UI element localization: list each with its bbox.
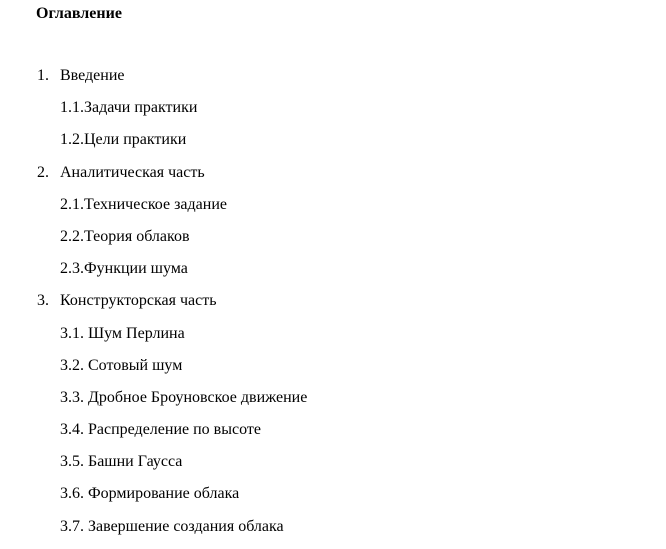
toc-entry-number: 3.3. bbox=[60, 388, 88, 406]
toc-entry-text: Аналитическая часть bbox=[60, 163, 205, 181]
toc-entry-text: Цели практики bbox=[84, 131, 187, 149]
toc-entry-text: Шум Перлина bbox=[88, 324, 185, 342]
toc-entry-3 bbox=[0, 291, 666, 323]
toc-entry-text: Введение bbox=[60, 67, 125, 84]
toc-entry-text: Дробное Броуновское движение bbox=[88, 388, 308, 406]
toc-entry-text: Конструкторская часть bbox=[60, 292, 217, 310]
toc-title: Оглавление bbox=[36, 5, 122, 22]
toc-entry-text: Функции шума bbox=[84, 260, 188, 278]
toc-entry-3-5 bbox=[0, 452, 666, 484]
toc-entry-3-3 bbox=[0, 388, 666, 420]
toc-entry-number: 2.2. bbox=[60, 227, 84, 245]
toc-entry-number: 3.4. bbox=[60, 421, 88, 439]
toc-entry-number: 1.1. bbox=[60, 99, 84, 117]
toc-entry-number: 3.6. bbox=[60, 485, 88, 503]
toc-entry-number: 2.1. bbox=[60, 195, 84, 213]
toc-entry-number: 3.5. bbox=[60, 453, 88, 471]
toc-entry-text: Башни Гаусса bbox=[88, 453, 183, 471]
toc-entry-text: Формирование облака bbox=[88, 485, 240, 503]
toc-entry-1-2 bbox=[0, 130, 666, 162]
toc-entry-2-3 bbox=[0, 259, 666, 291]
toc-entry-number: 3. bbox=[37, 292, 49, 310]
toc-entry-number: 1. bbox=[37, 67, 49, 84]
toc-entry-number: 2. bbox=[37, 163, 49, 181]
toc-entry-text: Завершение создания облака bbox=[88, 517, 284, 535]
toc-entry-number: 3.1. bbox=[60, 324, 88, 342]
toc-entry-number: 3.2. bbox=[60, 356, 88, 374]
toc-entry-1-1 bbox=[0, 98, 666, 130]
toc-entry-text: Техническое задание bbox=[84, 195, 227, 213]
toc-entry-3-1 bbox=[0, 324, 666, 356]
toc-entry-number: 1.2. bbox=[60, 131, 84, 149]
toc-entry-text: Распределение по высоте bbox=[88, 421, 261, 439]
toc-entry-2-2 bbox=[0, 227, 666, 259]
toc-entry-3-2 bbox=[0, 356, 666, 388]
toc-list bbox=[0, 66, 666, 549]
toc-entry-text: Сотовый шум bbox=[88, 356, 183, 374]
toc-entry-text: Задачи практики bbox=[84, 99, 198, 117]
toc-entry-text: Теория облаков bbox=[84, 227, 190, 245]
toc-entry-number: 3.7. bbox=[60, 517, 88, 535]
toc-entry-3-6 bbox=[0, 484, 666, 516]
toc-entry-number: 2.3. bbox=[60, 260, 84, 278]
toc-entry-2 bbox=[0, 163, 666, 195]
toc-entry-1 bbox=[0, 66, 666, 98]
toc-entry-3-4 bbox=[0, 420, 666, 452]
toc-entry-2-1 bbox=[0, 195, 666, 227]
toc-entry-3-7 bbox=[0, 517, 666, 549]
